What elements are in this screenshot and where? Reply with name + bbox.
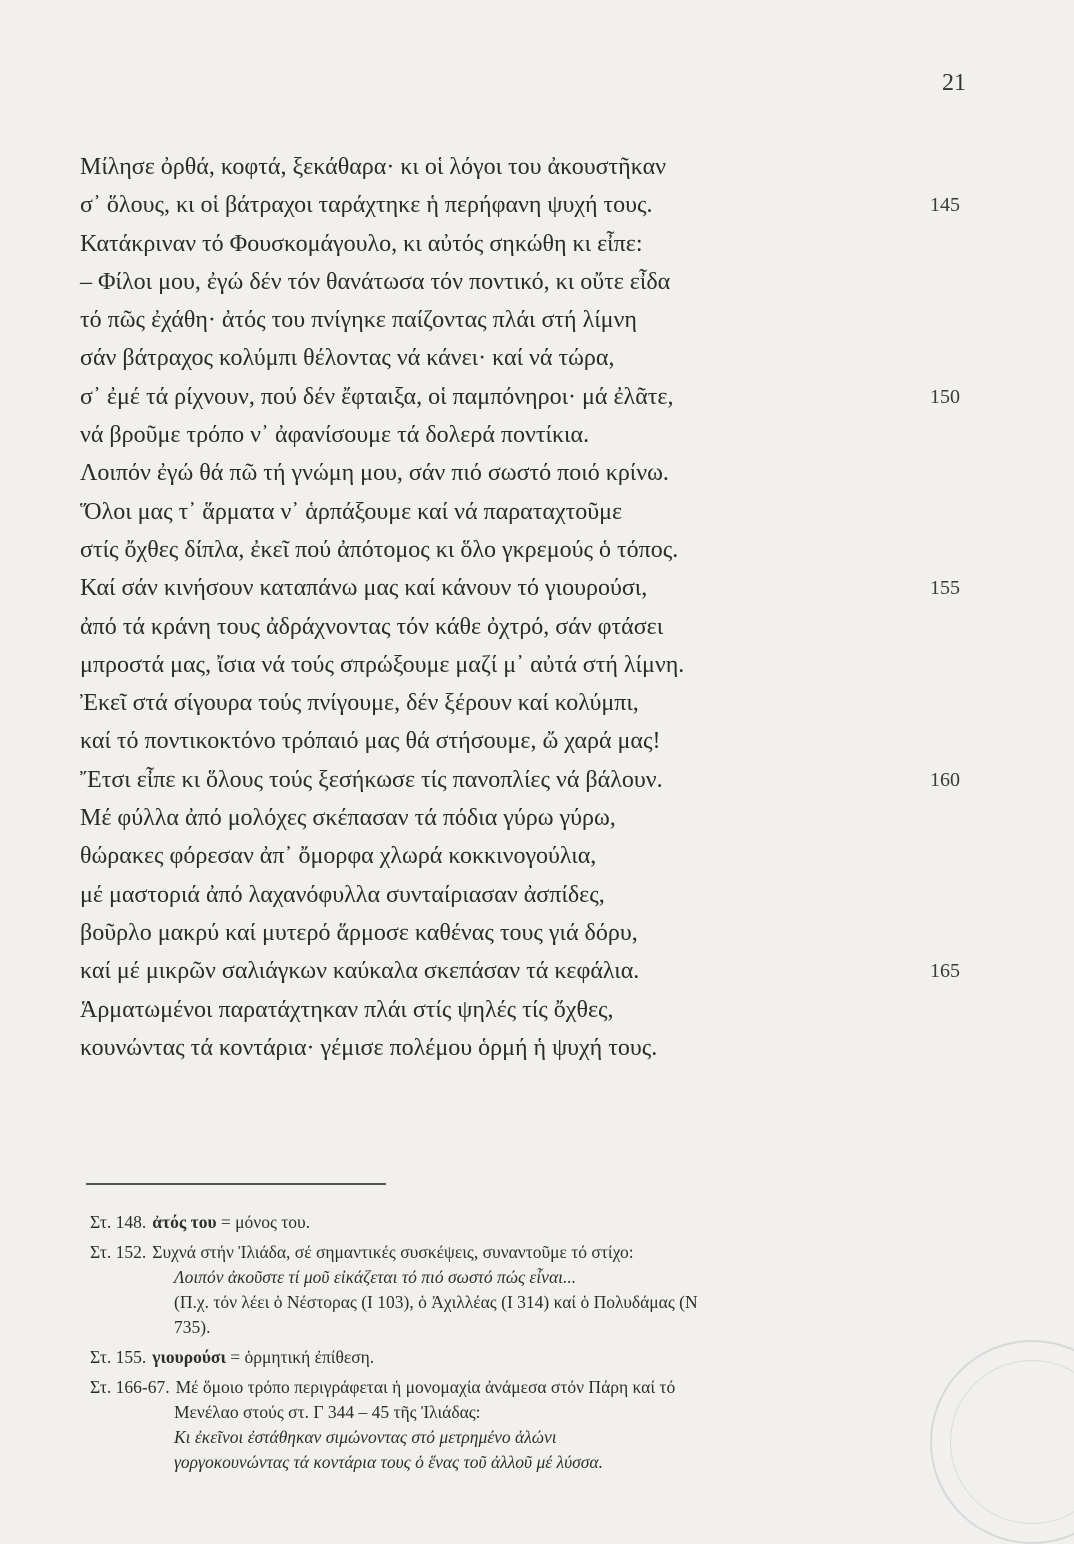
- footnote-text: = ὁρμητική ἐπίθεση.: [230, 1347, 375, 1367]
- footnote-quote: Λοιπόν ἀκοῦστε τί μοῦ εἰκάζεται τό πιό σωστό πώς εἶναι...: [174, 1267, 577, 1287]
- verse-text: σ᾽ ὅλους, κι οἱ βάτραχοι ταράχτηκε ἡ περήφανη ψυχή τους.: [80, 192, 653, 219]
- verse-line: [80, 301, 1000, 339]
- footnotes: [90, 1210, 990, 1480]
- verse-text: Λοιπόν ἐγώ θά πῶ τή γνώμη μου, σάν πιό σωστό ποιό κρίνω.: [80, 460, 669, 487]
- verse-text: Ἔτσι εἶπε κι ὅλους τούς ξεσήκωσε τίς πανοπλίες νά βάλουν.: [80, 766, 663, 793]
- verse-line: [80, 531, 1000, 569]
- verse-text: βοῦρλο μακρύ καί μυτερό ἅρμοσε καθένας τους γιά δόρυ,: [80, 919, 638, 946]
- verse-line: [80, 914, 1000, 952]
- page-number: 21: [942, 70, 966, 96]
- verse-line: [80, 569, 1000, 607]
- footnote-text: = μόνος του.: [220, 1212, 311, 1232]
- footnote-ref: Στ. 155.: [90, 1347, 147, 1367]
- verse-text: μπροστά μας, ἴσια νά τούς σπρώξουμε μαζί μ᾽ αὐτά στή λίμνη.: [80, 651, 685, 678]
- footnote-term: γιουρούσι: [152, 1347, 226, 1367]
- verse-text: Μίλησε ὀρθά, κοφτά, ξεκάθαρα· κι οἱ λόγοι του ἀκουστῆκαν: [80, 154, 667, 180]
- verse-line: [80, 378, 1000, 416]
- footnote-text: Συχνά στήν Ἰλιάδα, σέ σημαντικές συσκέψεις, συναντοῦμε τό στίχο:: [152, 1242, 634, 1262]
- verse-text: Ἐκεῖ στά σίγουρα τούς πνίγουμε, δέν ξέρουν καί κολύμπι,: [80, 690, 639, 717]
- verse-text: καί τό ποντικοκτόνο τρόπαιό μας θά στήσουμε, ὤ χαρά μας!: [80, 728, 661, 755]
- verse-line: [80, 493, 1000, 531]
- footnote-ref: Στ. 152.: [90, 1242, 147, 1262]
- verse-text: τό πῶς ἐχάθη· ἀτός του πνίγηκε παίζοντας πλάι στή λίμνη: [80, 307, 637, 334]
- verse-text: Καί σάν κινήσουν καταπάνω μας καί κάνουν τό γιουρούσι,: [80, 575, 648, 602]
- verse-line: [80, 876, 1000, 914]
- verse-line: [80, 186, 1000, 224]
- verse-text: νά βροῦμε τρόπο ν᾽ ἀφανίσουμε τά δολερά ποντίκια.: [80, 422, 590, 449]
- verse-text: Μέ φύλλα ἀπό μολόχες σκέπασαν τά πόδια γύρω γύρω,: [80, 805, 616, 832]
- footnote-divider: [86, 1183, 386, 1185]
- verse-line: [80, 952, 1000, 990]
- footnote: [90, 1375, 990, 1475]
- verse-line: [80, 225, 1000, 263]
- verse-number: 165: [930, 960, 960, 983]
- verse-text: Κατάκριναν τό Φουσκομάγουλο, κι αὐτός σηκώθη κι εἶπε:: [80, 230, 643, 257]
- verse-text: θώρακες φόρεσαν ἀπ᾽ ὄμορφα χλωρά κοκκινογούλια,: [80, 843, 597, 870]
- verse-number: 150: [930, 385, 960, 408]
- verse-line: [80, 799, 1000, 837]
- verse-line: [80, 1029, 1000, 1067]
- verse-line: [80, 148, 1000, 186]
- footnote-continuation: 735).: [174, 1317, 211, 1337]
- footnote-term: ἀτός του: [152, 1212, 217, 1232]
- verse-text: Ἁρματωμένοι παρατάχτηκαν πλάι στίς ψηλές τίς ὄχθες,: [80, 996, 614, 1023]
- verse-text: ἀπό τά κράνη τους ἀδράχνοντας τόν κάθε ὀχτρό, σάν φτάσει: [80, 613, 664, 640]
- verse-text: σάν βάτραχος κολύμπι θέλοντας νά κάνει· καί νά τώρα,: [80, 345, 615, 372]
- verse-number: 160: [930, 768, 960, 791]
- footnote-quote: Κι ἐκεῖνοι ἐστάθηκαν σιμώνοντας στό μετρημένο ἁλώνι: [174, 1427, 557, 1447]
- verse-text: στίς ὄχθες δίπλα, ἐκεῖ πού ἀπότομος κι ὅλο γκρεμούς ὁ τόπος.: [80, 536, 679, 563]
- footnote-ref: Στ. 148.: [90, 1212, 147, 1232]
- verse-text: καί μέ μικρῶν σαλιάγκων καύκαλα σκεπάσαν τά κεφάλια.: [80, 958, 640, 985]
- footnote-ref: Στ. 166-67.: [90, 1377, 170, 1397]
- verse-text: Ὅλοι μας τ᾽ ἅρματα ν᾽ ἁρπάξουμε καί νά παραταχτοῦμε: [80, 498, 623, 525]
- verse-line: [80, 722, 1000, 760]
- verse-line: [80, 761, 1000, 799]
- verse-line: [80, 339, 1000, 377]
- verse-text: σ᾽ ἐμέ τά ρίχνουν, πού δέν ἔφταιξα, οἱ παμπόνηροι· μά ἐλᾶτε,: [80, 383, 674, 410]
- footnote-continuation: (Π.χ. τόν λέει ὁ Νέστορας (Ι 103), ὁ Ἀχιλλέας (Ι 314) καί ὁ Πολυδάμας (Ν: [174, 1292, 698, 1312]
- verse-line: [80, 991, 1000, 1029]
- verse-text: κουνώντας τά κοντάρια· γέμισε πολέμου ὁρμή ἡ ψυχή τους.: [80, 1034, 658, 1061]
- footnote-text: Μέ ὅμοιο τρόπο περιγράφεται ἡ μονομαχία ἀνάμεσα στόν Πάρη καί τό: [175, 1377, 676, 1397]
- verse-line: [80, 416, 1000, 454]
- footnote: [90, 1210, 990, 1235]
- verse-text: μέ μαστοριά ἀπό λαχανόφυλλα συνταίριασαν ἀσπίδες,: [80, 881, 605, 908]
- verse-line: [80, 263, 1000, 301]
- footnote: [90, 1345, 990, 1370]
- verse-number: 155: [930, 577, 960, 600]
- footnote: [90, 1240, 990, 1340]
- footnote-continuation: Μενέλαο στούς στ. Γ 344 – 45 τῆς Ἰλιάδας:: [174, 1402, 481, 1422]
- verse-number: 145: [930, 194, 960, 217]
- footnote-quote: γοργοκουνώντας τά κοντάρια τους ὁ ἕνας τοῦ ἀλλοῦ μέ λύσσα.: [174, 1452, 603, 1472]
- verse-line: [80, 837, 1000, 875]
- verse-line: [80, 454, 1000, 492]
- verse-line: [80, 608, 1000, 646]
- poem-text: [80, 148, 1000, 1067]
- verse-line: [80, 684, 1000, 722]
- verse-line: [80, 646, 1000, 684]
- verse-text: – Φίλοι μου, ἐγώ δέν τόν θανάτωσα τόν ποντικό, κι οὔτε εἶδα: [80, 268, 671, 295]
